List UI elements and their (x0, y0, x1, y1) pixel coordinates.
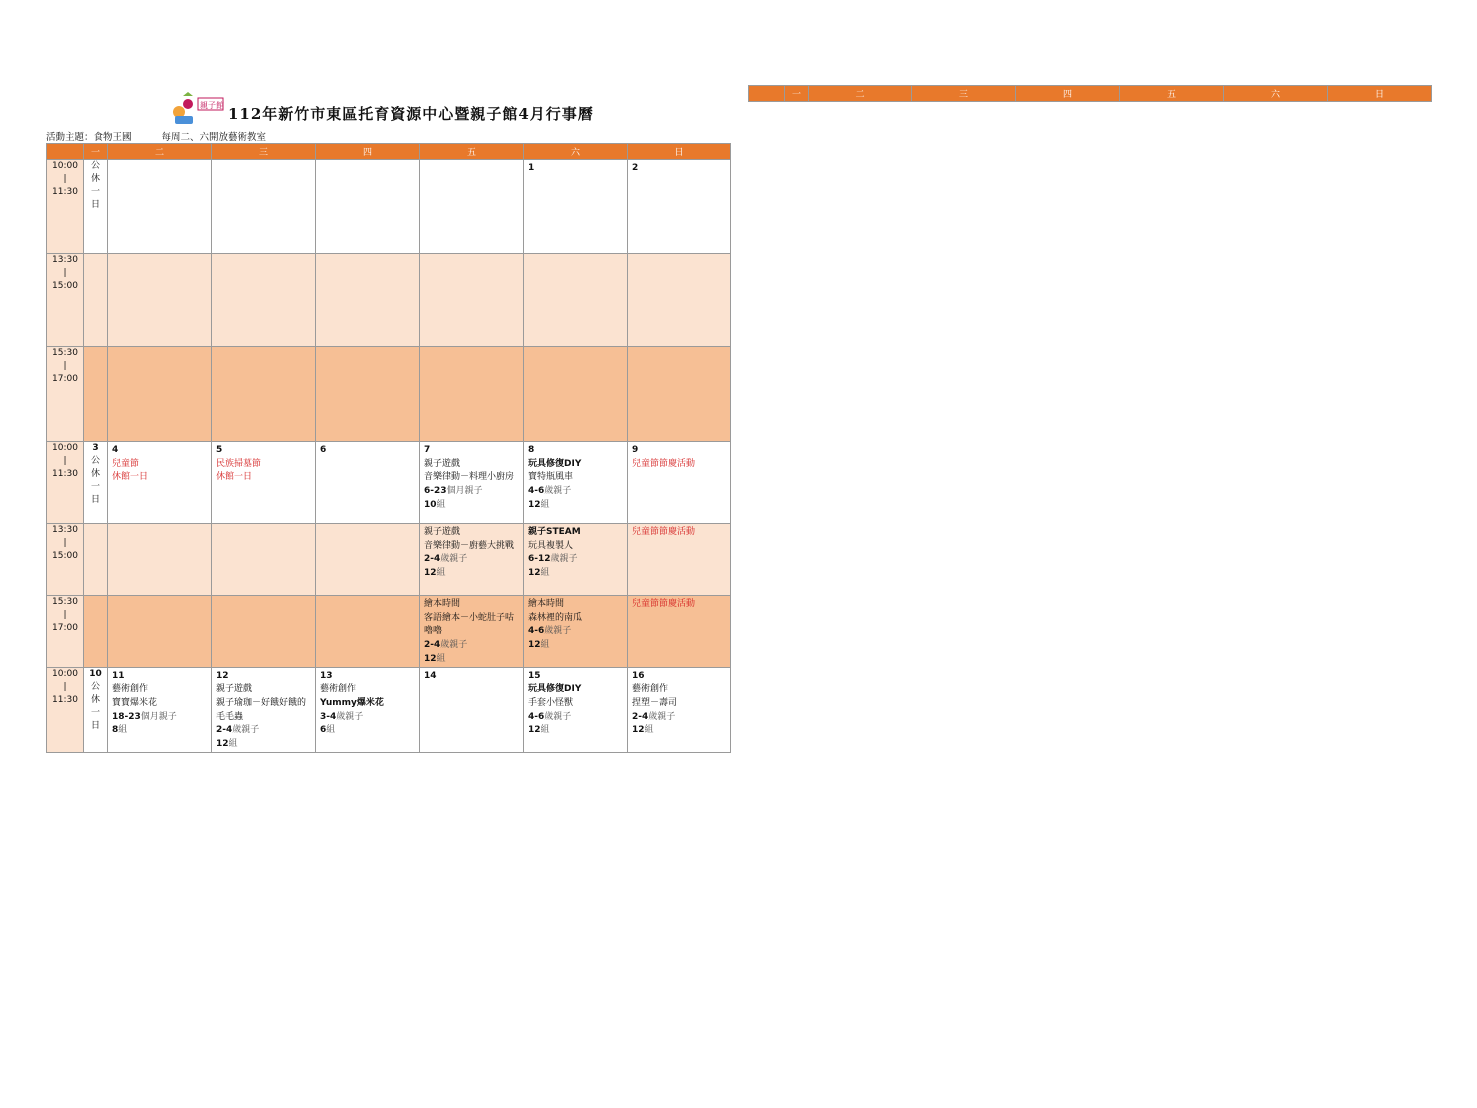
event-text: 歲親子 (336, 711, 364, 722)
date-number: 11 (112, 670, 125, 681)
time-text: 17:00 (52, 374, 78, 384)
time-text: 17:00 (52, 623, 78, 633)
event-count: 6-12 (528, 554, 551, 565)
event-count: 12 (528, 568, 541, 579)
event-line (632, 697, 727, 711)
day-cell-thu (316, 667, 420, 752)
time-text: 15:00 (52, 551, 78, 561)
day-cell-mon (84, 442, 108, 524)
event-text: 親子STEAM (528, 527, 581, 537)
event-text: 歲親子 (440, 640, 468, 651)
event-text: 組 (228, 739, 238, 750)
time-text: 15:30 (52, 597, 78, 607)
day-cell-thu (316, 160, 420, 254)
day-cell-mon (84, 347, 108, 442)
day-cell-thu (316, 254, 420, 347)
closed-text: 一 (90, 482, 100, 492)
event-count: 12 (216, 739, 229, 750)
event-line (424, 526, 520, 540)
event-text: 兒童節 (112, 458, 140, 469)
date-number: 12 (216, 670, 229, 681)
event-text: 音樂律動－料理小廚房 (424, 472, 515, 483)
time-text: 11:30 (52, 187, 78, 197)
day-cell-tue (108, 442, 212, 524)
event-line (424, 485, 520, 499)
event-line (528, 598, 624, 612)
calendar-table-left (46, 143, 731, 753)
event-line (216, 471, 312, 485)
event-count: 8 (112, 725, 119, 736)
weekday-sun: 日 (628, 144, 731, 160)
weekday-thu: 四 (1016, 86, 1120, 102)
day-cell-sat (524, 254, 628, 347)
event-line (424, 639, 520, 653)
event-text: 兒童節節慶活動 (632, 527, 696, 537)
weekday-thu: 四 (316, 144, 420, 160)
event-text: 歲親子 (648, 711, 676, 722)
event-line (528, 485, 624, 499)
event-line (112, 458, 208, 472)
event-line (112, 471, 208, 485)
event-text: 親子遊戲 (424, 458, 461, 469)
time-cell (47, 524, 84, 596)
slot-row-pm1 (47, 524, 731, 596)
time-text: | (63, 681, 67, 692)
date-number: 7 (424, 445, 431, 455)
day-cell-tue (108, 667, 212, 752)
date-number: 9 (632, 445, 639, 455)
day-cell-thu (316, 524, 420, 596)
event-line (216, 724, 312, 738)
event-count: 12 (424, 653, 437, 664)
time-cell (47, 596, 84, 668)
event-text: Yummy爆米花 (320, 697, 384, 708)
event-count: 4-6 (528, 486, 545, 497)
event-line (112, 683, 208, 697)
event-line (528, 553, 624, 567)
time-cell (47, 667, 84, 752)
event-text: 休館一日 (112, 472, 149, 483)
event-text: 組 (540, 640, 550, 651)
day-cell-wed (212, 596, 316, 668)
closed-text: 公 (90, 161, 100, 171)
event-line (424, 612, 520, 639)
event-line (424, 458, 520, 472)
day-cell-thu (316, 442, 420, 524)
event-line (320, 683, 416, 697)
day-cell-mon (84, 160, 108, 254)
event-line (320, 724, 416, 738)
day-cell-tue (108, 347, 212, 442)
day-cell-fri (420, 667, 524, 752)
weekday-mon: 一 (785, 86, 809, 102)
event-text: 藝術創作 (112, 684, 149, 695)
event-text: 客語繪本－小蛇肚子咕嚕嚕 (424, 612, 515, 637)
event-count: 4-6 (528, 711, 545, 722)
closed-text: 休 (90, 174, 100, 184)
day-cell-mon (84, 524, 108, 596)
event-text: 森林裡的南瓜 (528, 612, 583, 623)
weekday-sat: 六 (1224, 86, 1328, 102)
event-text: 組 (118, 725, 128, 736)
event-line (112, 697, 208, 711)
event-text: 組 (644, 725, 654, 736)
event-line (528, 625, 624, 639)
time-text: | (63, 268, 67, 278)
event-line (112, 724, 208, 738)
time-text: | (63, 538, 67, 548)
event-line (216, 738, 312, 752)
time-text: 10:00 (52, 161, 78, 171)
event-text: 歲親子 (440, 554, 468, 565)
corner-cell (749, 86, 785, 102)
event-line (424, 499, 520, 513)
event-line (528, 724, 624, 738)
event-line (424, 471, 520, 485)
event-line (632, 683, 727, 697)
event-count: 12 (528, 640, 541, 651)
event-line (632, 724, 727, 738)
event-line (528, 711, 624, 725)
event-count: 12 (632, 725, 645, 736)
weekday-mon: 一 (84, 144, 108, 160)
day-cell-fri (420, 347, 524, 442)
time-cell (47, 160, 84, 254)
event-count: 12 (528, 725, 541, 736)
weekday-fri: 五 (1120, 86, 1224, 102)
day-cell-mon (84, 254, 108, 347)
day-cell-sun (628, 596, 731, 668)
day-cell-tue (108, 596, 212, 668)
day-cell-sun (628, 524, 731, 596)
time-text: | (63, 174, 67, 184)
event-count: 10 (424, 499, 437, 510)
event-line (528, 458, 624, 472)
day-cell-wed (212, 160, 316, 254)
weekday-sun: 日 (1328, 86, 1432, 102)
event-count: 4-6 (528, 626, 545, 637)
time-text: 13:30 (52, 255, 78, 265)
closed-text: 休 (90, 694, 100, 705)
event-count: 2-4 (424, 554, 441, 565)
slot-row-am (47, 667, 731, 752)
date-number: 3 (92, 443, 99, 453)
date-number: 13 (320, 670, 333, 681)
event-text: 組 (436, 499, 446, 510)
weekday-sat: 六 (524, 144, 628, 160)
time-text: 10:00 (52, 443, 78, 453)
time-cell (47, 347, 84, 442)
day-cell-tue (108, 160, 212, 254)
day-cell-fri (420, 160, 524, 254)
event-text: 歲親子 (232, 725, 260, 736)
event-text: 組 (436, 568, 446, 579)
event-text: 個月親子 (446, 486, 483, 497)
event-count: 2-4 (424, 640, 441, 651)
day-cell-sun (628, 160, 731, 254)
date-number: 5 (216, 445, 223, 455)
event-line (320, 711, 416, 725)
date-number: 4 (112, 445, 119, 455)
date-number: 1 (528, 163, 535, 173)
event-line (216, 697, 312, 724)
art-room-note: 每周二、六開放藝術教室 (161, 132, 267, 143)
day-cell-sun (628, 667, 731, 752)
event-text: 組 (436, 653, 446, 664)
event-line (528, 526, 624, 540)
event-text: 歲親子 (544, 626, 572, 637)
slot-row-pm2 (47, 347, 731, 442)
event-line (528, 567, 624, 581)
event-text: 歲親子 (544, 711, 572, 722)
subtitle (46, 129, 296, 143)
day-cell-sat (524, 524, 628, 596)
event-line (528, 499, 624, 513)
event-count: 12 (528, 499, 541, 510)
event-line (632, 526, 727, 540)
closed-text: 一 (90, 707, 100, 718)
event-text: 藝術創作 (320, 684, 357, 695)
day-cell-sun (628, 254, 731, 347)
event-count: 6-23 (424, 486, 447, 497)
day-cell-tue (108, 524, 212, 596)
event-text: 個月親子 (140, 711, 177, 722)
day-cell-fri (420, 524, 524, 596)
event-text: 藝術創作 (632, 684, 669, 695)
time-cell (47, 442, 84, 524)
closed-text: 日 (90, 720, 100, 731)
calendar-table-right (748, 85, 1432, 102)
event-text: 手套小怪獸 (528, 697, 574, 708)
event-line (528, 697, 624, 711)
event-text: 玩具修復DIY (528, 684, 582, 695)
event-line (424, 553, 520, 567)
day-cell-wed (212, 667, 316, 752)
date-number: 16 (632, 670, 645, 681)
time-text: 11:30 (52, 469, 78, 479)
event-text: 休館一日 (216, 472, 253, 483)
event-text: 繪本時間 (528, 599, 565, 609)
logo-icon (171, 92, 225, 126)
weekday-wed: 三 (912, 86, 1016, 102)
event-line (424, 653, 520, 667)
time-text: 10:00 (52, 668, 78, 679)
day-cell-thu (316, 596, 420, 668)
weekday-fri: 五 (420, 144, 524, 160)
date-number: 6 (320, 445, 327, 455)
event-text: 歲親子 (550, 554, 578, 565)
date-number: 14 (424, 670, 437, 681)
day-cell-wed (212, 442, 316, 524)
event-count: 2-4 (216, 725, 233, 736)
date-number: 10 (89, 668, 102, 679)
weekday-tue: 二 (108, 144, 212, 160)
event-count: 12 (424, 568, 437, 579)
day-cell-mon (84, 596, 108, 668)
event-count: 2-4 (632, 711, 649, 722)
closed-text: 日 (90, 495, 100, 505)
event-line (528, 683, 624, 697)
day-cell-sat (524, 442, 628, 524)
closed-text: 公 (90, 681, 100, 692)
weekday-wed: 三 (212, 144, 316, 160)
weekday-header (749, 86, 1432, 102)
event-text: 玩具複製人 (528, 540, 574, 551)
day-cell-sun (628, 347, 731, 442)
event-text: 繪本時間 (424, 599, 461, 609)
event-line (424, 540, 520, 554)
event-count: 3-4 (320, 711, 337, 722)
closed-text: 休 (90, 469, 100, 479)
event-text: 寶特瓶風車 (528, 472, 574, 483)
event-text: 親子遊戲 (216, 684, 253, 695)
closed-text: 公 (90, 456, 100, 466)
date-number: 8 (528, 445, 535, 455)
theme-label: 活動主題：食物王國 (46, 132, 132, 143)
day-cell-sat (524, 667, 628, 752)
day-cell-sat (524, 347, 628, 442)
day-cell-wed (212, 524, 316, 596)
event-text: 歲親子 (544, 486, 572, 497)
slot-row-am (47, 160, 731, 254)
event-line (528, 471, 624, 485)
event-line (216, 683, 312, 697)
day-cell-sat (524, 160, 628, 254)
day-cell-fri (420, 596, 524, 668)
day-cell-sun (628, 442, 731, 524)
event-text: 組 (540, 725, 550, 736)
day-cell-mon (84, 667, 108, 752)
event-line (424, 567, 520, 581)
day-cell-tue (108, 254, 212, 347)
day-cell-fri (420, 254, 524, 347)
logo-text: 親子館 (200, 101, 224, 110)
weekday-tue: 二 (809, 86, 912, 102)
event-count: 6 (320, 725, 327, 736)
event-text: 親子遊戲 (424, 527, 461, 537)
time-text: | (63, 610, 67, 620)
time-text: | (63, 456, 67, 466)
event-text: 音樂律動－廚藝大挑戰 (424, 540, 515, 551)
corner-cell (47, 144, 84, 160)
event-line (632, 598, 727, 612)
date-number: 2 (632, 163, 639, 173)
event-line (528, 540, 624, 554)
event-text: 親子瑜珈－好餓好餓的毛毛蟲 (216, 697, 307, 722)
event-text: 兒童節節慶活動 (632, 458, 696, 469)
closed-text: 一 (90, 187, 100, 197)
time-text: 15:00 (52, 281, 78, 291)
event-text: 組 (540, 568, 550, 579)
event-line (216, 458, 312, 472)
event-text: 組 (540, 499, 550, 510)
weekday-header (47, 144, 731, 160)
event-text: 寶寶爆米花 (112, 697, 158, 708)
day-cell-sat (524, 596, 628, 668)
slot-row-am (47, 442, 731, 524)
time-text: 13:30 (52, 525, 78, 535)
day-cell-fri (420, 442, 524, 524)
time-text: 15:30 (52, 348, 78, 358)
time-cell (47, 254, 84, 347)
event-line (528, 639, 624, 653)
day-cell-thu (316, 347, 420, 442)
event-line (632, 711, 727, 725)
event-text: 組 (326, 725, 336, 736)
slot-row-pm1 (47, 254, 731, 347)
event-line (112, 711, 208, 725)
date-number: 15 (528, 670, 541, 681)
event-text: 捏塑－壽司 (632, 697, 678, 708)
day-cell-wed (212, 347, 316, 442)
event-line (528, 612, 624, 626)
event-line (632, 458, 727, 472)
event-text: 兒童節節慶活動 (632, 599, 696, 609)
event-line (320, 697, 416, 711)
page-title: 112年新竹市東區托育資源中心暨親子館4月行事曆 (228, 105, 594, 123)
event-text: 民族掃墓節 (216, 458, 262, 469)
closed-text: 日 (90, 200, 100, 210)
day-cell-wed (212, 254, 316, 347)
slot-row-pm2 (47, 596, 731, 668)
event-count: 18-23 (112, 711, 141, 722)
event-text: 玩具修復DIY (528, 458, 582, 469)
time-text: | (63, 361, 67, 371)
event-line (424, 598, 520, 612)
time-text: 11:30 (52, 694, 78, 705)
